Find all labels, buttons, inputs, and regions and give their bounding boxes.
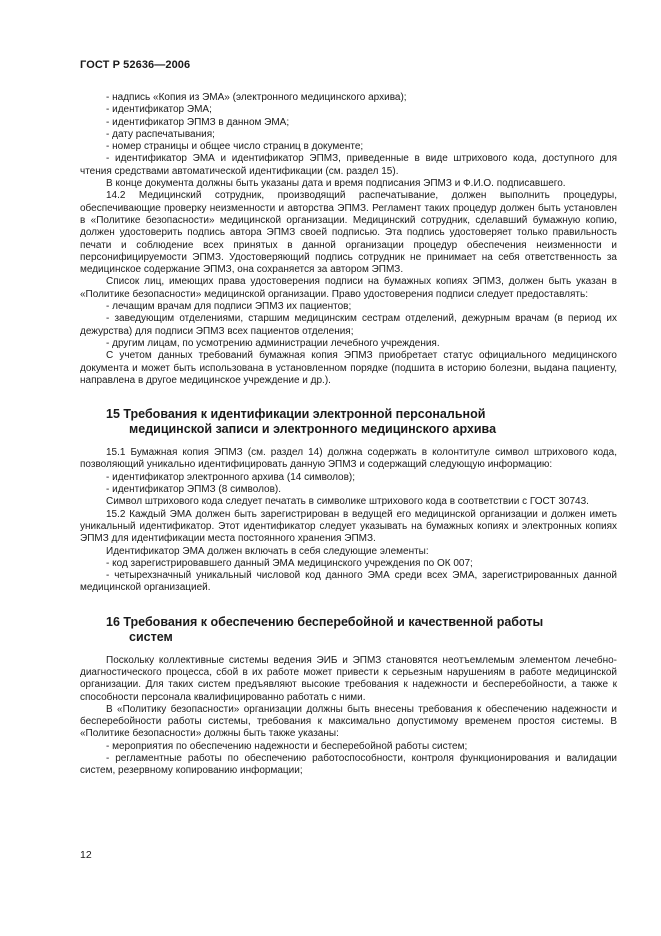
list-item: - идентификатор ЭМА и идентификатор ЭПМЗ, приведенные в виде штрихового кода, доступного для чтения средствами автоматической идентификации (см. раздел 15). <box>80 153 617 177</box>
list-item: - идентификатор ЭМА; <box>106 104 212 116</box>
paragraph: В конце документа должны быть указаны дата и время подписания ЭПМЗ и Ф.И.О. подписавшего. <box>106 178 566 190</box>
section-16-title-line2: систем <box>129 629 173 644</box>
list-item: - идентификатор электронного архива (14 символов); <box>106 471 356 483</box>
section-15-title-line2: медицинской записи и электронного медицинского архива <box>129 422 497 437</box>
paragraph: Идентификатор ЭМА должен включать в себя следующие элементы: <box>106 545 429 557</box>
paragraph: 14.2 Медицинский сотрудник, производящий распечатывание, должен выполнить процедуры, обеспечивающие проверку неизменности и авторства ЭПМЗ. Регламент таких процедур должен быть установлен в «Политике безопасности» медицинской организации. Медицинский сотрудник, сделавший бумажную копию, должен удостоверить подпись автора ЭПМЗ своей подписью. Эта подпись удостоверяет только правильность печати и соблюдение всех принятых в данной организации процедур обеспечения неизменности и персонифицируемости ЭПМЗ. Удостоверяющий подпись сотрудник не принимает на себя ответственность за медицинское содержание ЭПМЗ, она сохраняется за автором ЭПМЗ. <box>80 190 617 276</box>
section-16-heading <box>106 615 617 645</box>
list-item: - код зарегистрировавшего данный ЭМА медицинского учреждения по ОК 007; <box>106 557 473 569</box>
list-item: - регламентные работы по обеспечению работоспособности, контроля функционирования и валидации систем, резервному копированию информации; <box>80 753 617 777</box>
list-item: - четырехзначный уникальный числовой код данного ЭМА среди всех ЭМА, зарегистрированных данной медицинской организацией. <box>80 570 617 594</box>
paragraph: Поскольку коллективные системы ведения ЭИБ и ЭПМЗ становятся неотъемлемым элементом лечебно-диагностического процесса, сбой в их работе может привести к серьезным нарушениям в работе медицинской организации. Для таких систем предъявляют высокие требования к надежности и бесперебойности, а также к способности персонала квалифицированно работать с ними. <box>80 654 617 703</box>
paragraph: Символ штрихового кода следует печатать в символике штрихового кода в соответствии с ГОСТ 30743. <box>106 496 589 508</box>
list-item: - идентификатор ЭПМЗ (8 символов). <box>106 484 282 496</box>
list-item: - надпись «Копия из ЭМА» (электронного медицинского архива); <box>106 92 407 103</box>
list-item: - идентификатор ЭПМЗ в данном ЭМА; <box>106 116 290 128</box>
paragraph: 15.2 Каждый ЭМА должен быть зарегистрирован в ведущей его медицинской организации и должен иметь уникальный идентификатор. Этот идентификатор следует указывать на бумажных копиях и электронных копиях ЭПМЗ для идентификации места постоянного хранения ЭПМЗ. <box>80 508 617 545</box>
paragraph: С учетом данных требований бумажная копия ЭПМЗ приобретает статус официального медицинского документа и может быть использована в установленном порядке (подшита в историю болезни, выдана пациенту, направлена в другое медицинское учреждение и др.). <box>80 350 617 386</box>
list-item: - мероприятия по обеспечению надежности и бесперебойной работы систем; <box>106 740 468 752</box>
list-item: - другим лицам, по усмотрению администрации лечебного учреждения. <box>106 337 440 349</box>
list-item: - номер страницы и общее число страниц в документе; <box>106 141 364 153</box>
list-item: - заведующим отделениями, старшим медицинским сестрам отделений, дежурным врачам (в период их дежурства) для подписи ЭПМЗ всех пациентов отделения; <box>80 313 617 337</box>
paragraph: 15.1 Бумажная копия ЭПМЗ (см. раздел 14) должна содержать в колонтитуле символ штрихового кода, позволяющий уникально идентифицировать данную ЭПМЗ и содержащий следующую информацию: <box>80 447 617 471</box>
section-16-title-line1: 16 Требования к обеспечению бесперебойной и качественной работы <box>106 614 544 629</box>
document-header: ГОСТ Р 52636—2006 <box>80 59 191 71</box>
section-15-heading <box>106 407 617 437</box>
section-15-title-line1: 15 Требования к идентификации электронной персональной <box>106 407 486 422</box>
list-item: - лечащим врачам для подписи ЭПМЗ их пациентов; <box>106 301 352 313</box>
page-number: 12 <box>80 849 92 861</box>
list-item: - дату распечатывания; <box>106 128 215 140</box>
paragraph: Список лиц, имеющих права удостоверения подписи на бумажных копиях ЭПМЗ, должен быть указан в «Политике безопасности» медицинской организации. Право удостоверения подписи следует предоставлять: <box>80 276 617 300</box>
paragraph: В «Политику безопасности» организации должны быть внесены требования к обеспечению надежности и бесперебойности работы системы, требования к максимально допустимому временем простоя системы. В «Политике безопасности» должны быть также указаны: <box>80 703 617 740</box>
page-body <box>80 92 617 778</box>
